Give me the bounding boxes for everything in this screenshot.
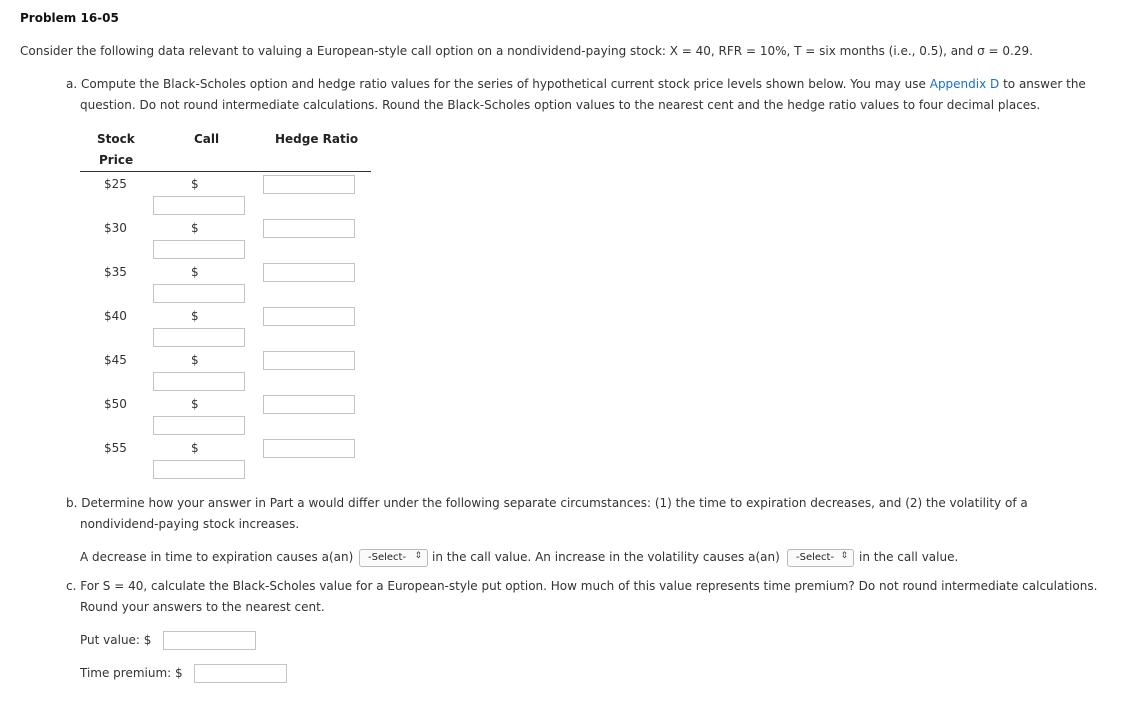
appendix-d-link[interactable]: Appendix D [929, 77, 1000, 91]
call-dollar-sign: $ [191, 177, 199, 191]
put-value-label: Put value: $ [80, 633, 152, 647]
time-effect-select[interactable] [359, 549, 428, 567]
stock-price-cell: $35 [104, 265, 127, 279]
call-dollar-sign: $ [191, 309, 199, 323]
time-effect-select-value: -Select- [368, 552, 407, 563]
part-b-sentence-3: in the call value. [859, 550, 959, 564]
part-b-sentence-2: in the call value. An increase in the volatility causes a(an) [432, 550, 780, 564]
part-a-line1 [66, 77, 1086, 91]
part-c-line1: c. For S = 40, calculate the Black-Scholes value for a European-style put option. How much of this value represents time premium? Do not round intermediate calculations. [66, 579, 1098, 593]
put-value-input[interactable] [163, 631, 256, 650]
problem-title: Problem 16-05 [20, 11, 119, 25]
time-premium-label: Time premium: $ [80, 666, 183, 680]
hedge-ratio-input[interactable] [263, 263, 355, 282]
stock-price-cell: $40 [104, 309, 127, 323]
time-premium-input[interactable] [194, 664, 287, 683]
call-input[interactable] [153, 372, 245, 391]
call-dollar-sign: $ [191, 265, 199, 279]
hedge-ratio-input[interactable] [263, 175, 355, 194]
volatility-effect-select-value: -Select- [796, 552, 835, 563]
hedge-ratio-input[interactable] [263, 307, 355, 326]
hedge-ratio-input[interactable] [263, 219, 355, 238]
header-stock: Stock [97, 132, 135, 146]
volatility-effect-select[interactable] [787, 549, 854, 567]
call-input[interactable] [153, 284, 245, 303]
call-input[interactable] [153, 460, 245, 479]
part-a-line1-post: to answer the [999, 77, 1086, 91]
stock-price-cell: $25 [104, 177, 127, 191]
call-input[interactable] [153, 240, 245, 259]
header-hedge-ratio: Hedge Ratio [275, 132, 359, 146]
select-arrows-icon: ⇕ [840, 551, 848, 561]
header-price: Price [99, 153, 134, 167]
part-c-line2: Round your answers to the nearest cent. [80, 600, 325, 614]
header-divider [80, 171, 371, 172]
header-call: Call [194, 132, 220, 146]
stock-price-cell: $55 [104, 441, 127, 455]
part-b-line1: b. Determine how your answer in Part a would differ under the following separate circumstances: (1) the time to expiration decreases, and (2) the volatility of a [66, 496, 1028, 510]
call-input[interactable] [153, 328, 245, 347]
stock-price-cell: $50 [104, 397, 127, 411]
stock-price-cell: $30 [104, 221, 127, 235]
hedge-ratio-input[interactable] [263, 351, 355, 370]
call-dollar-sign: $ [191, 441, 199, 455]
part-a-line2: question. Do not round intermediate calculations. Round the Black-Scholes option values to the nearest cent and the hedge ratio values to four decimal places. [80, 98, 1041, 112]
call-dollar-sign: $ [191, 397, 199, 411]
select-arrows-icon: ⇕ [414, 551, 422, 561]
call-input[interactable] [153, 416, 245, 435]
part-a-line1-pre: a. Compute the Black-Scholes option and hedge ratio values for the series of hypothetical current stock price levels shown below. You may use [66, 77, 930, 91]
problem-intro: Consider the following data relevant to valuing a European-style call option on a nondividend-paying stock: X = 40, RFR = 10%, T = six months (i.e., 0.5), and σ = 0.29. [20, 44, 1033, 58]
call-dollar-sign: $ [191, 221, 199, 235]
part-b-sentence-1: A decrease in time to expiration causes a(an) [80, 550, 354, 564]
call-dollar-sign: $ [191, 353, 199, 367]
part-b-line2: nondividend-paying stock increases. [80, 517, 300, 531]
hedge-ratio-input[interactable] [263, 439, 355, 458]
hedge-ratio-input[interactable] [263, 395, 355, 414]
call-input[interactable] [153, 196, 245, 215]
stock-price-cell: $45 [104, 353, 127, 367]
